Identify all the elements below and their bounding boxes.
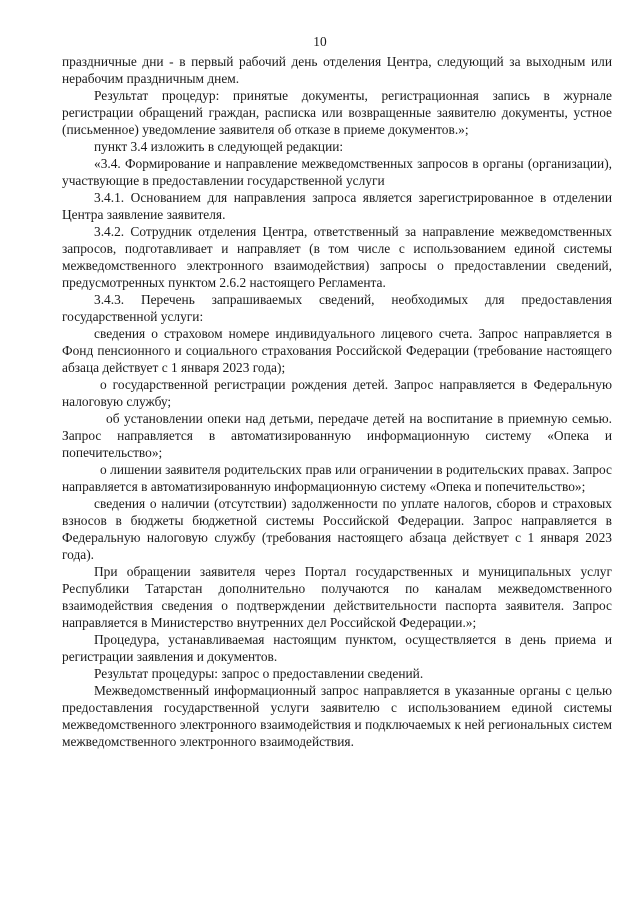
paragraph: Результат процедуры: запрос о предоставлении сведений. bbox=[94, 666, 424, 681]
paragraph: При обращении заявителя через Портал государственных и муниципальных услуг Республики Татарстан дополнительно получаются по каналам межведомственного взаимодействия сведения о подтверждении действительности паспорта заявителя. Запрос направляется в Министерство внутренних дел Российской Федерации.»; bbox=[62, 564, 612, 630]
paragraph: сведения о наличии (отсутствии) задолженности по уплате налогов, сборов и страховых взносов в бюджеты бюджетной системы Российской Федерации. Запрос направляется в Федеральную налоговую службу (требования настоящего абзаца действует с 1 января 2023 года). bbox=[62, 496, 612, 562]
page-number: 10 bbox=[313, 34, 327, 49]
paragraph: о государственной регистрации рождения детей. Запрос направляется в Федеральную налоговую службу; bbox=[62, 377, 612, 409]
paragraph: 3.4.1. Основанием для направления запроса является зарегистрированное в отделении Центра заявление заявителя. bbox=[62, 190, 612, 222]
paragraph: пункт 3.4 изложить в следующей редакции: bbox=[94, 139, 344, 154]
paragraph: 3.4.3. Перечень запрашиваемых сведений, необходимых для предоставления государственной услуги: bbox=[62, 292, 612, 324]
paragraph: сведения о страховом номере индивидуального лицевого счета. Запрос направляется в Фонд пенсионного и социального страхования Российской Федерации (требование настоящего абзаца действует с 1 января 2023 года); bbox=[62, 326, 612, 375]
paragraph: об установлении опеки над детьми, передаче детей на воспитание в приемную семью. Запрос направляется в автоматизированную информационную систему «Опека и попечительство»; bbox=[62, 411, 612, 460]
paragraph: праздничные дни - в первый рабочий день отделения Центра, следующий за выходным или нерабочим праздничным днем. bbox=[62, 54, 612, 86]
paragraph: «3.4. Формирование и направление межведомственных запросов в органы (организации), участвующие в предоставлении государственной услуги bbox=[62, 156, 612, 188]
paragraph: Процедура, устанавливаемая настоящим пунктом, осуществляется в день приема и регистрации заявления и документов. bbox=[62, 632, 612, 664]
paragraph: Межведомственный информационный запрос направляется в указанные органы с целью предоставления государственной услуги заявителю с использованием единой системы межведомственного электронного взаимодействия и подключаемых к ней региональных систем межведомственного электронного взаимодействия. bbox=[62, 683, 612, 749]
paragraph: 3.4.2. Сотрудник отделения Центра, ответственный за направление межведомственных запросов, подготавливает и направляет (в том числе с использованием единой системы межведомственного электронного взаимодействия) запросы о предоставлении сведений, предусмотренных пунктом 2.6.2 настоящего Регламента. bbox=[62, 224, 612, 290]
paragraph: о лишении заявителя родительских прав или ограничении в родительских правах. Запрос направляется в автоматизированную информационную систему «Опека и попечительство»; bbox=[62, 462, 612, 494]
document-body bbox=[62, 53, 612, 750]
paragraph: Результат процедур: принятые документы, регистрационная запись в журнале регистрации обращений граждан, расписка или возвращенные заявителю документы, устное (письменное) уведомление заявителя об отказе в приеме документов.»; bbox=[62, 88, 612, 137]
